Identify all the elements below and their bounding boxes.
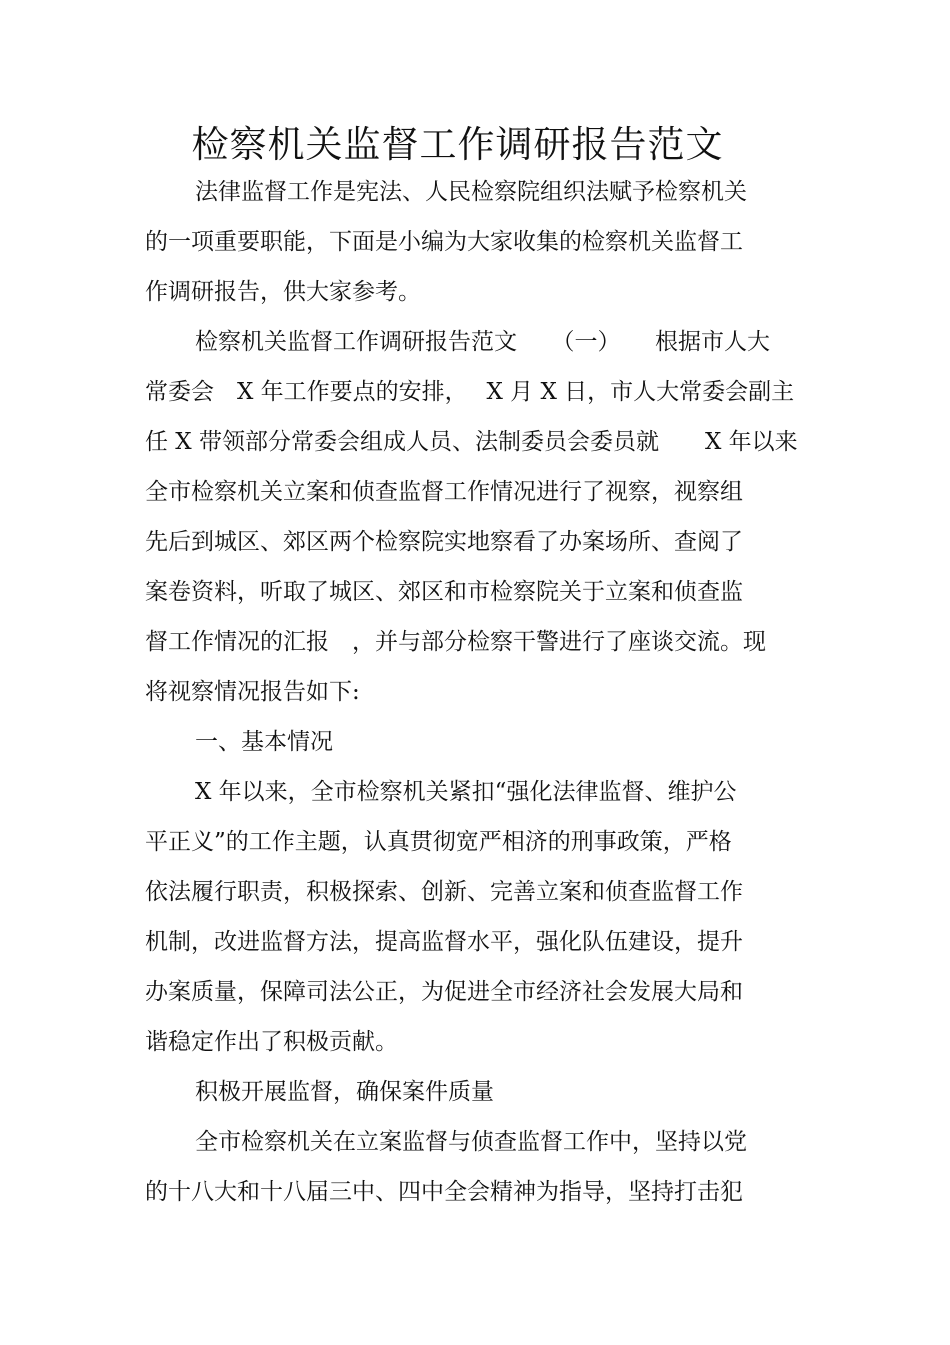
paragraph-line: 案卷资料，听取了城区、郊区和市检察院关于立案和侦查监: [145, 579, 743, 605]
section-heading: 一、基本情况: [195, 729, 333, 755]
paragraph-line: 的一项重要职能，下面是小编为大家收集的检察机关监督工: [145, 229, 743, 255]
paragraph-line: 谐稳定作出了积极贡献。: [145, 1029, 398, 1055]
paragraph-line: 将视察情况报告如下:: [145, 679, 360, 705]
paragraph-line: 检察机关监督工作调研报告范文 （一） 根据市人大: [195, 329, 770, 355]
paragraph-line: 先后到城区、郊区两个检察院实地察看了办案场所、查阅了: [145, 529, 743, 555]
document-title: 检察机关监督工作调研报告范文: [191, 123, 724, 166]
paragraph-line: 全市检察机关立案和侦查监督工作情况进行了视察，视察组: [145, 479, 743, 505]
paragraph-line: 作调研报告，供大家参考。: [145, 279, 421, 305]
paragraph-line: 督工作情况的汇报 ，并与部分检察干警进行了座谈交流。现: [145, 629, 766, 655]
paragraph-line: 办案质量，保障司法公正，为促进全市经济社会发展大局和: [145, 979, 743, 1005]
paragraph-line: 平正义”的工作主题，认真贯彻宽严相济的刑事政策，严格: [145, 829, 732, 855]
paragraph-line: X 年以来，全市检察机关紧扣“强化法律监督、维护公: [195, 779, 737, 805]
paragraph-line: 常委会 X 年工作要点的安排， X 月 X 日，市人大常委会副主: [145, 379, 795, 405]
paragraph-line: 法律监督工作是宪法、人民检察院组织法赋予检察机关: [195, 179, 747, 205]
paragraph-line: 全市检察机关在立案监督与侦查监督工作中，坚持以党: [195, 1129, 747, 1155]
paragraph-line: 依法履行职责，积极探索、创新、完善立案和侦查监督工作: [145, 879, 743, 905]
paragraph-line: 的十八大和十八届三中、四中全会精神为指导，坚持打击犯: [145, 1179, 743, 1205]
paragraph-line: 机制，改进监督方法，提高监督水平，强化队伍建设，提升: [145, 929, 743, 955]
subsection-heading: 积极开展监督，确保案件质量: [195, 1079, 494, 1105]
paragraph-line: 任 X 带领部分常委会组成人员、法制委员会委员就 X 年以来: [145, 429, 798, 455]
